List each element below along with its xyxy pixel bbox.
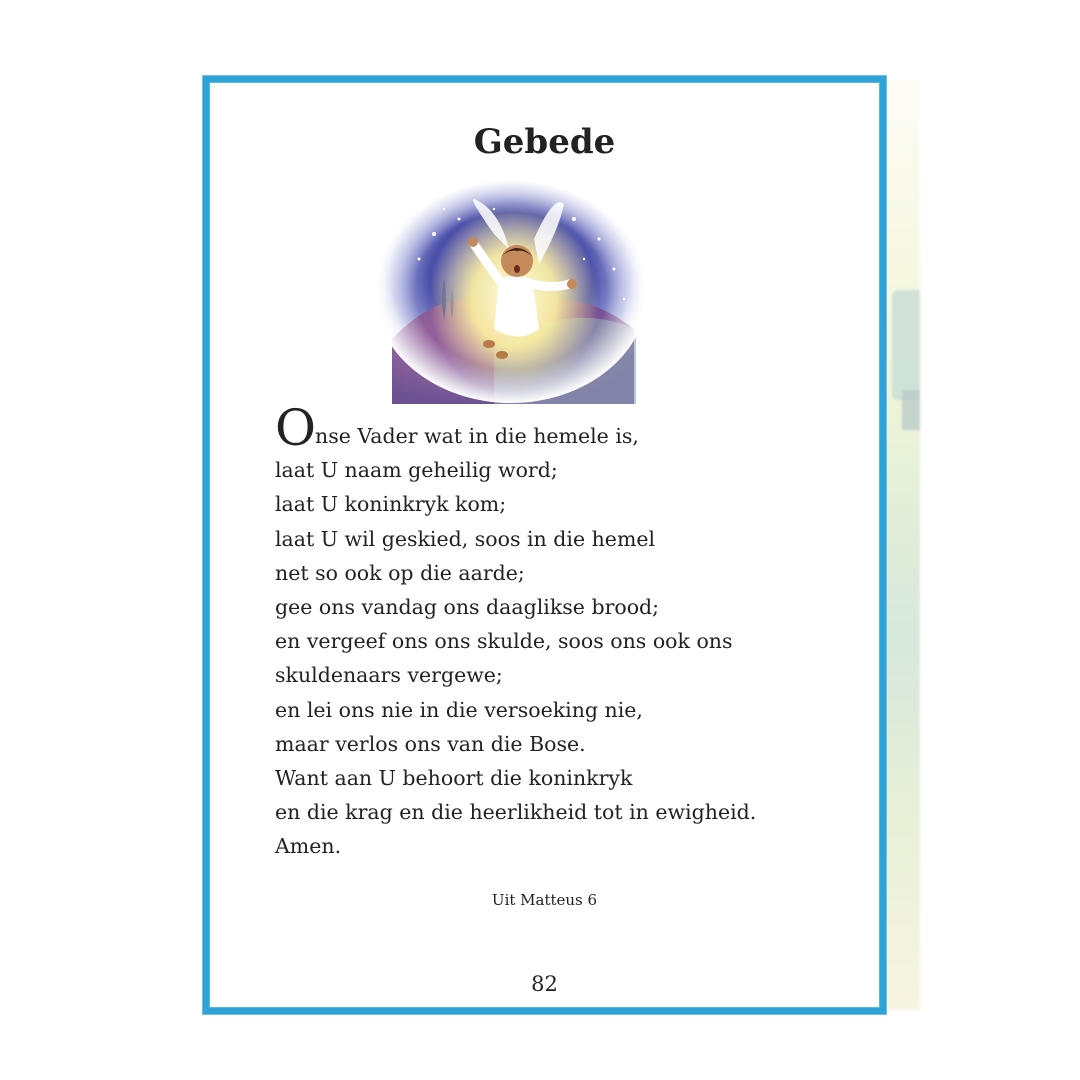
- drop-cap: O: [275, 399, 316, 457]
- poem-line-first: [275, 399, 855, 457]
- poem-line: en lei ons nie in die versoeking nie,: [275, 697, 643, 722]
- angel-illustration: [374, 179, 649, 404]
- poem-line: laat U koninkryk kom;: [275, 492, 507, 517]
- poem-line: skuldenaars vergewe;: [275, 663, 503, 688]
- poem-line: en die krag en die heerlikheid tot in ewigheid.: [275, 800, 757, 825]
- adjacent-page-artwork: [880, 80, 920, 1010]
- poem-line-first-rest: nse Vader wat in die hemele is,: [315, 424, 639, 448]
- poem-line: en vergeef ons ons skulde, soos ons ook ons: [275, 629, 733, 654]
- poem-line: laat U wil geskied, soos in die hemel: [275, 526, 656, 551]
- poem-line: laat U naam geheilig word;: [275, 458, 558, 483]
- poem-line: net so ook op die aarde;: [275, 560, 525, 585]
- poem-line: Amen.: [275, 834, 342, 859]
- page-frame: [203, 76, 886, 1014]
- prayer-text: [275, 399, 855, 864]
- scripture-source: Uit Matteus 6: [491, 891, 598, 909]
- page-number: 82: [531, 972, 558, 996]
- poem-line: gee ons vandag ons daaglikse brood;: [275, 595, 660, 620]
- page-title: Gebede: [473, 122, 616, 162]
- poem-line: Want aan U behoort die koninkryk: [275, 766, 633, 791]
- poem-line: maar verlos ons van die Bose.: [275, 731, 586, 756]
